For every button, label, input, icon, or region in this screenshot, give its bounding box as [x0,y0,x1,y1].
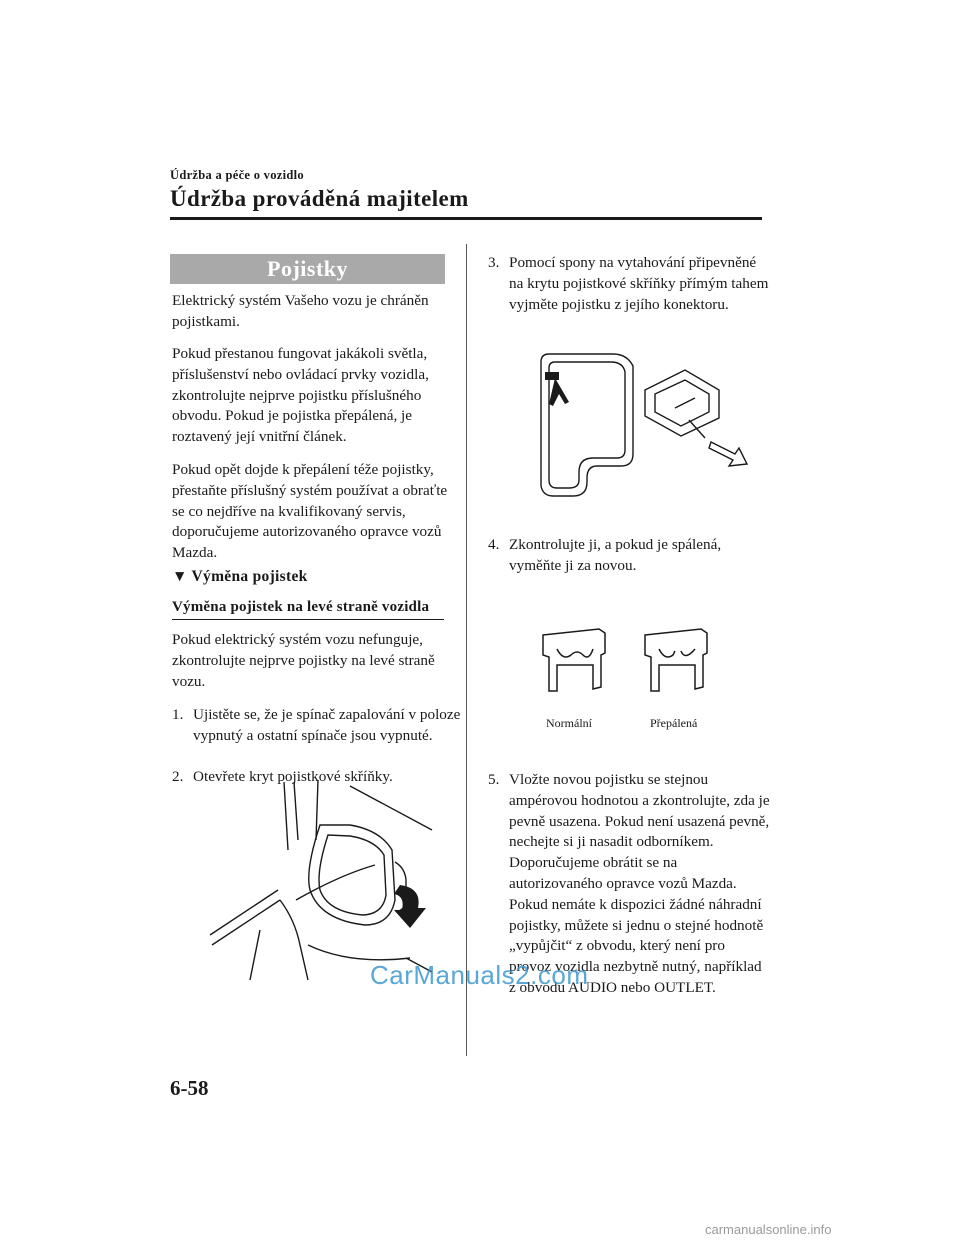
step-3-number: 3. [488,254,500,271]
pull-arrow-icon [549,378,569,406]
watermark: CarManuals2.com [370,960,589,990]
section-label: Údržba a péče o vozidlo [170,168,304,182]
column-divider [466,244,467,1056]
step-1 [172,705,462,747]
subsubheading: Výměna pojistek na levé straně vozidla [172,599,430,615]
step-4-text: Zkontrolujte ji, a pokud je spálená, vyměňte ji za novou. [509,536,722,574]
normal-fuse-label: Normální [546,716,592,730]
left-paragraph: Pokud elektrický systém vozu nefunguje, zkontrolujte nejprve pojistky na levé straně vozu. [172,631,435,690]
step-4-number: 4. [488,536,500,553]
step-4 [488,535,770,577]
section-banner: Pojistky [170,254,445,284]
step-5-number: 5. [488,771,500,788]
step-1-number: 1. [172,706,184,723]
step-5-text: Vložte novou pojistku se stejnou ampérovou hodnotou a zkontrolujte, zda je pevně usazena. Pokud není usazená pevně, nechejte si ji nasadit odborníkem. Doporučujeme obrátit se na autorizovaného opravce vozů Mazda. Pokud nemáte k dispozici žádné náhradní pojistky, můžete si jednu o stejné hodnotě „vypůjčit“ z obvodu, který není pro provoz vozidla nezbytně nutný, například z obvodu AUDIO nebo OUTLET. [509,771,770,996]
page-number: 6-58 [170,1076,209,1100]
page-title: Údržba prováděná majitelem [170,186,469,211]
normal-fuse [543,629,605,691]
fuse-puller-clip [545,372,559,380]
blown-fuse-label: Přepálená [650,716,698,730]
step-2-number: 2. [172,768,184,785]
rotate-arrow-icon [394,885,426,928]
subsubheading-underline [172,619,444,620]
blown-fuse [645,629,707,691]
intro-paragraph-2: Pokud přestanou fungovat jakákoli světla, příslušenství nebo ovládací prvky vozidla, zkontrolujte nejprve pojistku příslušného obvodu. Pokud je pojistka přepálená, je roztavený její vnitřní článek. [172,345,429,446]
step-1-text: Ujistěte se, že je spínač zapalování v poloze vypnutý a ostatní spínače jsou vypnuté. [193,706,461,744]
intro-paragraph-3: Pokud opět dojde k přepálení téže pojistky, přestaňte příslušný systém používat a obraťte se co nejdříve na kvalifikovaný servis, doporučujeme autorizovaného opravce vozů Mazda. [172,461,448,562]
direction-arrow-icon [709,442,747,466]
fuse-puller-illustration [525,350,760,505]
subheading: ▼ Výměna pojistek [172,568,308,585]
fuse-comparison-illustration [535,625,725,700]
intro-paragraph-1: Elektrický systém Vašeho vozu je chráněn pojistkami. [172,292,429,330]
step-2-text: Otevřete kryt pojistkové skříňky. [193,768,393,785]
step-3 [488,253,770,315]
footer-url: carmanualsonline.info [705,1222,832,1237]
title-divider [170,217,762,220]
step-3-text: Pomocí spony na vytahování připevněné na krytu pojistkové skříňky přímým tahem vyjměte pojistku z jejího konektoru. [509,254,769,313]
